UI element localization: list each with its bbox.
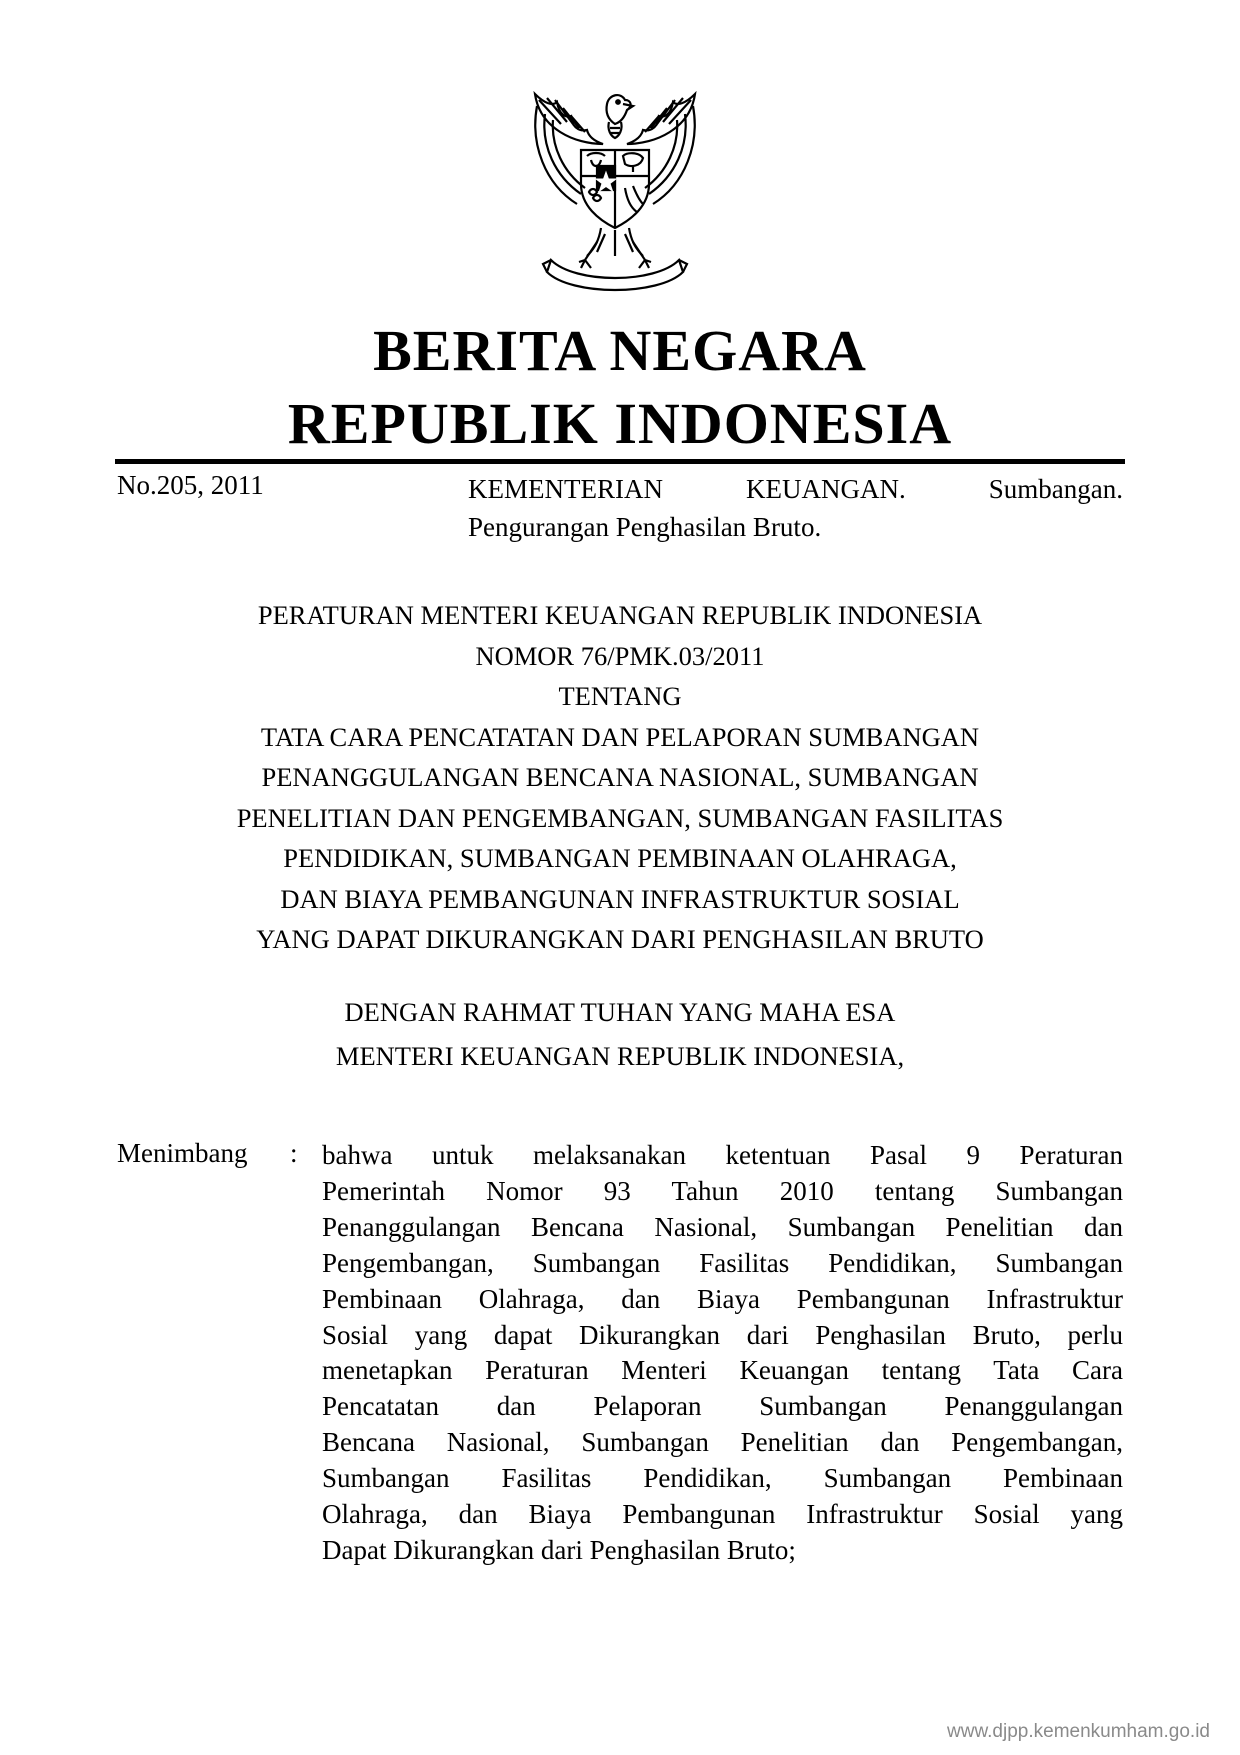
masthead-title-line1: BERITA NEGARA — [373, 318, 867, 383]
garuda-pancasila-emblem-icon — [515, 84, 715, 296]
source-watermark: www.djpp.kemenkumham.go.id — [947, 1721, 1210, 1742]
opening-formula — [0, 990, 1240, 1078]
gazette-number: No.205, 2011 — [117, 470, 264, 500]
regulation-title-line: YANG DAPAT DIKURANGKAN DARI PENGHASILAN BRUTO — [256, 924, 984, 954]
considering-line: Sosial yang dapat Dikurangkan dari Penghasilan Bruto, perlu — [322, 1319, 1123, 1350]
regulation-title — [0, 595, 1240, 960]
gazette-description-line2: Pengurangan Penghasilan Bruto. — [468, 512, 822, 542]
regulation-title-line: DAN BIAYA PEMBANGUNAN INFRASTRUKTUR SOSIAL — [280, 883, 960, 914]
considering-line: Pemerintah Nomor 93 Tahun 2010 tentang Sumbangan — [322, 1175, 1123, 1206]
considering-line: Pengembangan, Sumbangan Fasilitas Pendidikan, Sumbangan — [322, 1247, 1123, 1278]
considering-line: Penanggulangan Bencana Nasional, Sumbangan Penelitian dan — [322, 1211, 1123, 1242]
regulation-number: NOMOR 76/PMK.03/2011 — [475, 640, 765, 671]
regulation-title-line: PENANGGULANGAN BENCANA NASIONAL, SUMBANGAN — [261, 762, 979, 792]
regulation-title-line: TENTANG — [558, 681, 682, 711]
considering-line: Dapat Dikurangkan dari Penghasilan Bruto; — [322, 1534, 796, 1565]
regulation-title-line: TATA CARA PENCATATAN DAN PELAPORAN SUMBANGAN — [260, 721, 980, 752]
considering-line: Pembinaan Olahraga, dan Biaya Pembangunan Infrastruktur — [322, 1283, 1123, 1314]
considering-separator: : — [290, 1138, 298, 1168]
considering-line: Bencana Nasional, Sumbangan Penelitian dan Pengembangan, — [322, 1427, 1123, 1458]
considering-text — [322, 1138, 1123, 1569]
masthead-divider — [115, 459, 1125, 464]
considering-line: Pencatatan dan Pelaporan Sumbangan Penanggulangan — [322, 1391, 1123, 1422]
regulation-title-line: PENELITIAN DAN PENGEMBANGAN, SUMBANGAN FASILITAS — [236, 802, 1004, 833]
gazette-description-line1: KEMENTERIAN KEUANGAN. Sumbangan. — [468, 474, 1123, 504]
opening-line: DENGAN RAHMAT TUHAN YANG MAHA ESA — [344, 997, 896, 1027]
considering-line: bahwa untuk melaksanakan ketentuan Pasal 9 Peraturan — [322, 1140, 1123, 1170]
considering-line: Olahraga, dan Biaya Pembangunan Infrastruktur Sosial yang — [322, 1499, 1123, 1530]
regulation-title-line: PENDIDIKAN, SUMBANGAN PEMBINAAN OLAHRAGA, — [283, 843, 957, 873]
opening-line: MENTERI KEUANGAN REPUBLIK INDONESIA, — [335, 1041, 905, 1071]
considering-label: Menimbang — [117, 1138, 248, 1168]
considering-line: menetapkan Peraturan Menteri Keuangan tentang Tata Cara — [322, 1355, 1123, 1386]
regulation-title-line: PERATURAN MENTERI KEUANGAN REPUBLIK INDONESIA — [257, 600, 983, 630]
considering-line: Sumbangan Fasilitas Pendidikan, Sumbangan Pembinaan — [322, 1463, 1123, 1494]
masthead-title-line2: REPUBLIK INDONESIA — [287, 391, 953, 456]
gazette-description — [468, 470, 1123, 546]
